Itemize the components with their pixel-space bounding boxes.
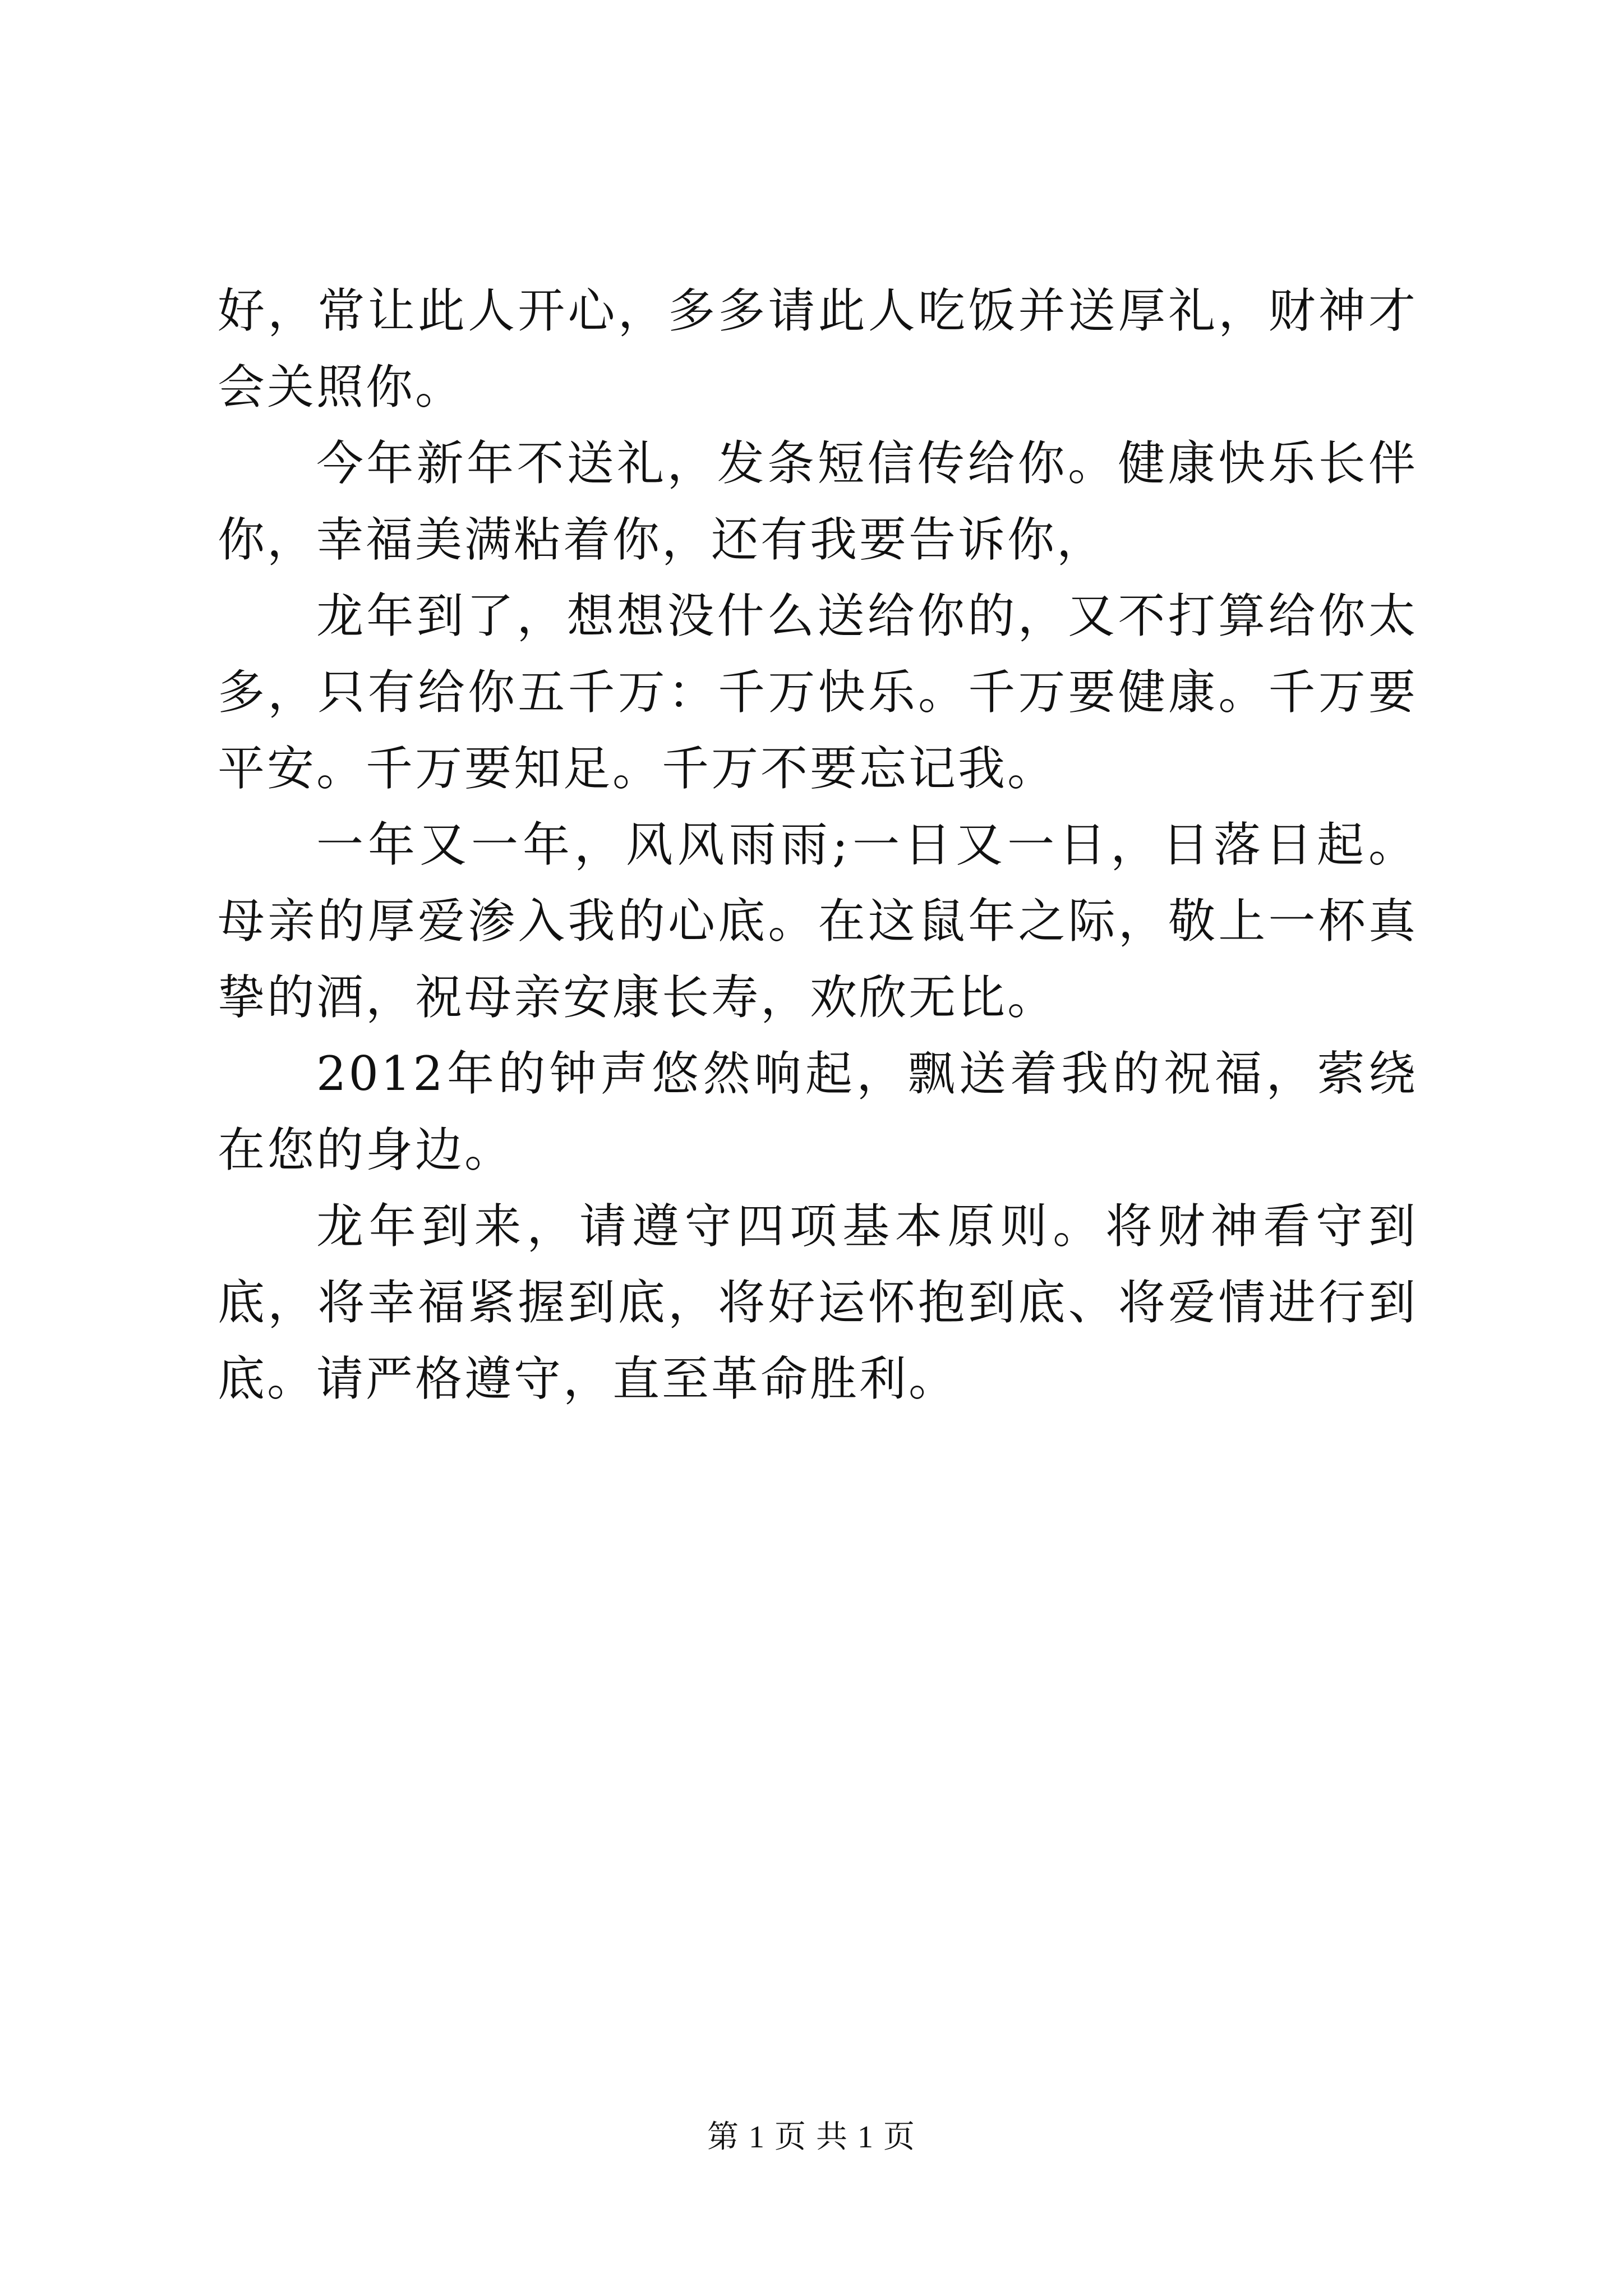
page-footer [0, 2115, 1623, 2160]
paragraph-1: 好，常让此人开心，多多请此人吃饭并送厚礼，财神才会关照你。 [218, 283, 1418, 415]
page-number-label: 第 1 页 共 1 页 [707, 2120, 916, 2155]
paragraph-2: 今年新年不送礼，发条短信传给你。健康快乐长伴你，幸福美满粘着你，还有我要告诉你， [218, 436, 1418, 567]
paragraph-6: 龙年到来，请遵守四项基本原则。将财神看守到底，将幸福紧握到底，将好运怀抱到底、将爱情进行到底。请严格遵守，直至革命胜利。 [218, 1199, 1418, 1406]
paragraph-4: 一年又一年，风风雨雨;一日又一日，日落日起。母亲的厚爱渗入我的心底。在这鼠年之际，敬上一杯真挚的酒，祝母亲安康长寿，欢欣无比。 [218, 817, 1418, 1025]
document-body [218, 273, 1418, 1417]
paragraph-3: 龙年到了，想想没什么送给你的，又不打算给你太多，只有给你五千万：千万快乐。千万要健康。千万要平安。千万要知足。千万不要忘记我。 [218, 588, 1418, 796]
paragraph-5: 2012年的钟声悠然响起，飘送着我的祝福，萦绕在您的身边。 [218, 1046, 1418, 1177]
